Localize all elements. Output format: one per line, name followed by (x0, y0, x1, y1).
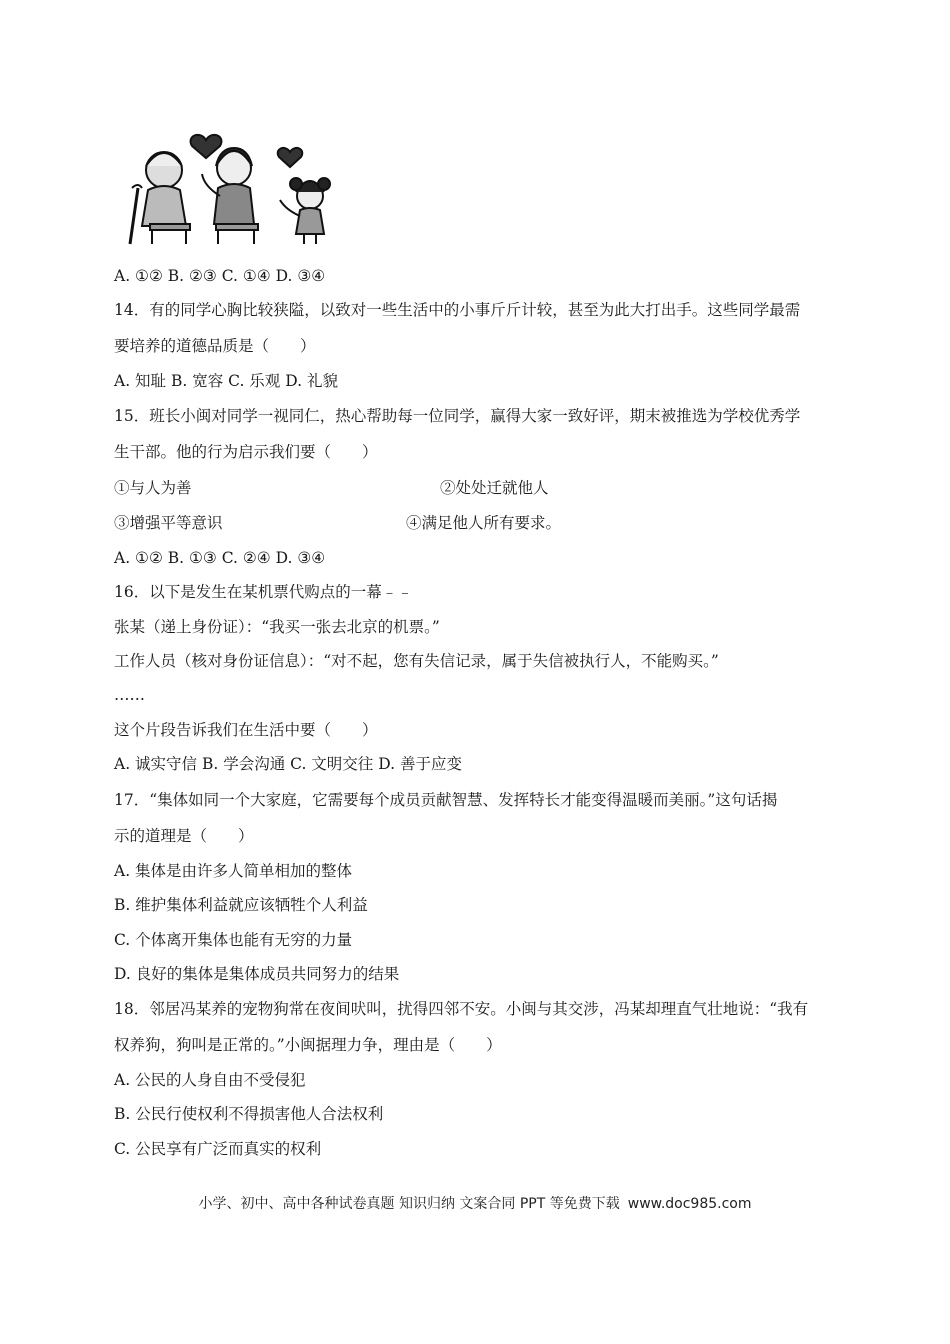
q16-dialog-2: 工作人员（核对身份证信息）：“对不起，您有失信记录，属于失信被执行人，不能购买。” (114, 652, 719, 670)
q17-stem-line1: 17．“集体如同一个大家庭，它需要每个成员贡献智慧、发挥特长才能变得温暖而美丽。”这句话揭 (114, 791, 778, 809)
q17-stem-line2: 示的道理是（ ） (114, 827, 254, 845)
q15-item-2: ②处处迁就他人 (440, 479, 549, 497)
q15-item-3: ③增强平等意识 (114, 514, 223, 532)
q17-option-c: C. 个体离开集体也能有无穷的力量 (114, 931, 353, 949)
q18-stem-line2: 权养狗，狗叫是正常的。”小闽据理力争，理由是（ ） (114, 1036, 502, 1054)
q14-stem-line1: 14．有的同学心胸比较狭隘，以致对一些生活中的小事斤斤计较，甚至为此大打出手。这些同学最需 (114, 301, 801, 319)
q18-option-a: A. 公民的人身自由不受侵犯 (114, 1071, 306, 1089)
q14-options: A. 知耻 B. 宽容 C. 乐观 D. 礼貌 (114, 372, 338, 390)
q15-item-4: ④满足他人所有要求。 (406, 514, 562, 532)
q16-dialog-1: 张某（递上身份证）：“我买一张去北京的机票。” (114, 618, 440, 636)
q18-option-b: B. 公民行使权利不得损害他人合法权利 (114, 1105, 384, 1123)
q17-option-b: B. 维护集体利益就应该牺牲个人利益 (114, 896, 368, 914)
q13-options: A. ①② B. ②③ C. ①④ D. ③④ (114, 267, 326, 285)
q16-stem-line1: 16．以下是发生在某机票代购点的一幕﹣﹣ (114, 583, 413, 601)
q15-options: A. ①② B. ①③ C. ②④ D. ③④ (114, 549, 326, 567)
q17-option-a: A. 集体是由许多人简单相加的整体 (114, 862, 353, 880)
q16-options: A. 诚实守信 B. 学会沟通 C. 文明交往 D. 善于应变 (114, 755, 462, 773)
q16-stem-line2: 这个片段告诉我们在生活中要（ ） (114, 721, 378, 739)
footer-text: 小学、初中、高中各种试卷真题 知识归纳 文案合同 PPT 等免费下载 (198, 1196, 620, 1212)
q18-option-c: C. 公民享有广泛而真实的权利 (114, 1140, 322, 1158)
q14-stem-line2: 要培养的道德品质是（ ） (114, 337, 316, 355)
q17-option-d: D. 良好的集体是集体成员共同努力的结果 (114, 965, 400, 983)
heart-icon (278, 148, 303, 167)
family-illustration (124, 126, 346, 248)
q15-item-1: ①与人为善 (114, 479, 192, 497)
page-footer (0, 1193, 950, 1213)
q16-ellipsis: …… (114, 686, 145, 704)
q18-stem-line1: 18．邻居冯某养的宠物狗常在夜间吠叫，扰得四邻不安。小闽与其交涉，冯某却理直气壮地说：“我有 (114, 1000, 809, 1018)
footer-link[interactable]: www.doc985.com (627, 1196, 752, 1212)
q15-stem-line2: 生干部。他的行为启示我们要（ ） (114, 443, 378, 461)
q15-stem-line1: 15．班长小闽对同学一视同仁，热心帮助每一位同学，赢得大家一致好评，期末被推选为学校优秀学 (114, 407, 801, 425)
heart-icon (191, 135, 222, 158)
